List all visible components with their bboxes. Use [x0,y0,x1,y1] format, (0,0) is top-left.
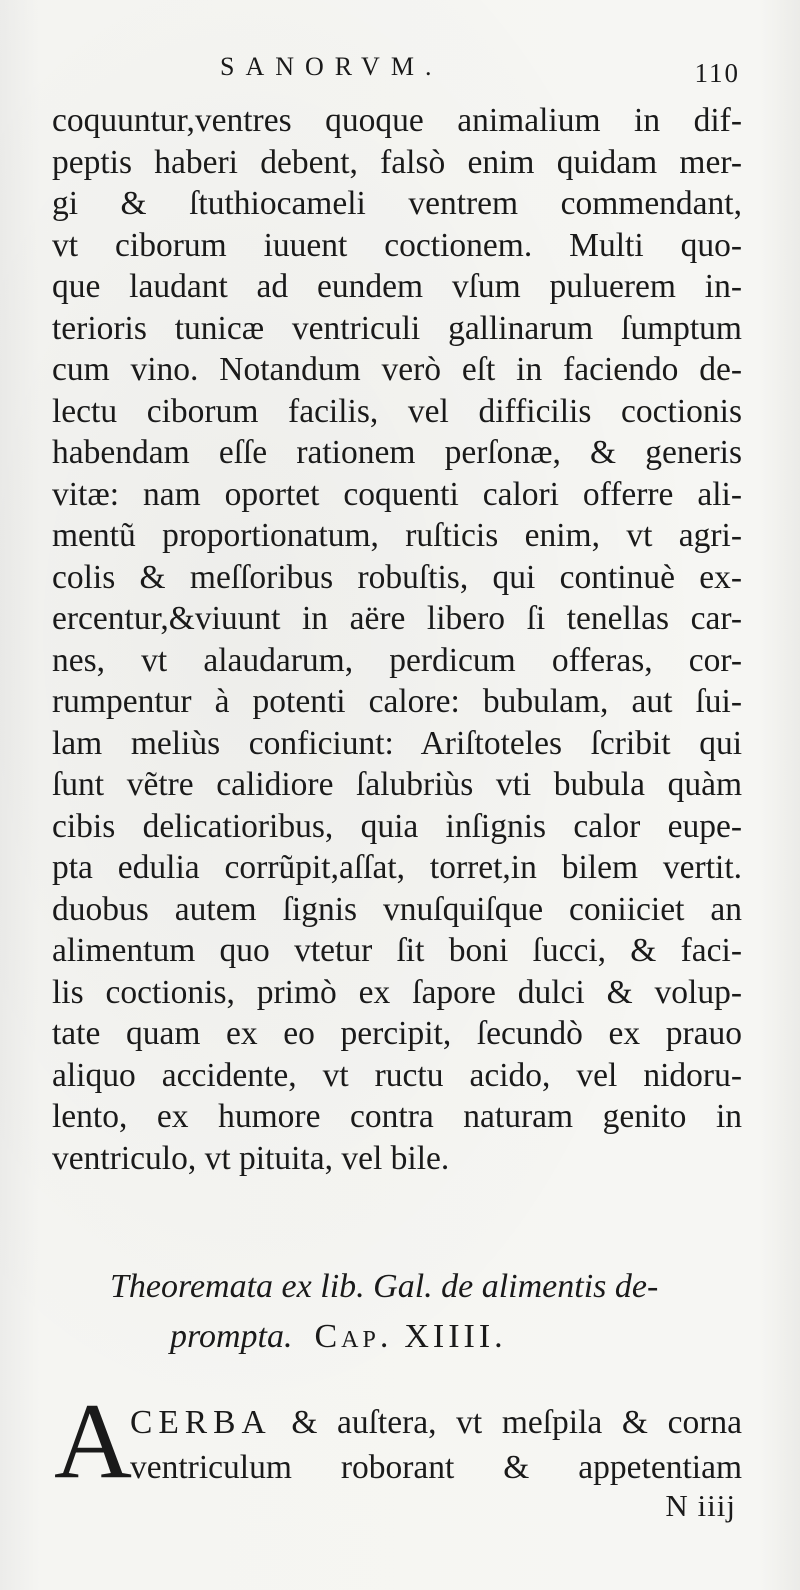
lead-caps: CERBA [130,1404,272,1441]
text-line: colis & meſſoribus robuſtis, qui continuè ex- [52,558,742,596]
drop-cap-initial: A [54,1382,132,1501]
text-line: coquuntur,ventres quoque animalium in dif- [52,102,742,139]
text-line: vt ciborum iuuent coctionem. Multi quo- [52,226,742,264]
chapter-title-end: prompta. [170,1318,293,1355]
chapter-label: Cap. [314,1318,393,1355]
signature-mark: N iiij [665,1488,736,1523]
text-line: ercentur,&viuunt in aëre libero ſi tenellas car- [52,600,742,637]
text-line: alimentum quo vtetur ſit boni ſucci, & faci- [52,932,742,969]
text-line: cibis delicatioribus, quia inſignis calor eupe- [52,807,742,845]
text-line: cum vino. Notandum verò eſt in faciendo de- [52,351,742,388]
text-run: & auſtera, vt meſpila & corna [271,1404,742,1441]
text-line: gi & ſtuthiocameli ventrem commendant, [52,185,742,222]
text-line: lis coctionis, primò ex ſapore dulci & volup- [52,973,742,1011]
chapter-number: XIIII. [404,1318,507,1355]
text-line: rumpentur à potenti calore: bubulam, aut ſui- [52,683,742,720]
text-line: pta edulia corrũpit,aſſat, torret,in bilem vertit. [52,849,742,886]
page-header [50,52,740,92]
chapter-title-line: Theoremata ex lib. Gal. de alimentis de- [110,1268,659,1305]
text-line: lento, ex humore contra naturam genito in [52,1098,742,1135]
text-line: ſunt vẽtre calidiore ſalubriùs vti bubula quàm [52,766,742,803]
text-line: terioris tunicæ ventriculi gallinarum ſumptum [52,309,742,347]
body-text [52,100,742,1179]
text-line: habendam eſſe rationem perſonæ, & generis [52,434,742,471]
text-line: peptis haberi debent, falsò enim quidam mer- [52,143,742,181]
text-line: nes, vt alaudarum, perdicum offeras, cor- [52,641,742,679]
text-line: ventriculum roborant & appetentiam [130,1449,742,1486]
text-line [130,1400,742,1445]
text-line: lectu ciborum facilis, vel difficilis coctionis [52,392,742,430]
text-line: duobus autem ſignis vnuſquiſque coniiciet an [52,890,742,928]
text-line: tate quam ex eo percipit, ſecundò ex prauo [52,1015,742,1052]
text-line: ventriculo, vt pituita, vel bile. [52,1139,450,1177]
text-line: aliquo accidente, vt ructu acido, vel nidoru- [52,1056,742,1094]
chapter-title-line [52,1312,742,1362]
page-number: 110 [694,58,740,88]
text-line: lam meliùs conficiunt: Ariſtoteles ſcribit qui [52,724,742,762]
chapter-heading [52,1262,742,1362]
text-line: mentũ proportionatum, ruſticis enim, vt agri- [52,517,742,554]
text-line: vitæ: nam oportet coquenti calori offerre ali- [52,475,742,513]
text-line: que laudant ad eundem vſum puluerem in- [52,268,742,305]
running-title: SANORVM. [220,52,443,81]
chapter-text [130,1400,742,1490]
